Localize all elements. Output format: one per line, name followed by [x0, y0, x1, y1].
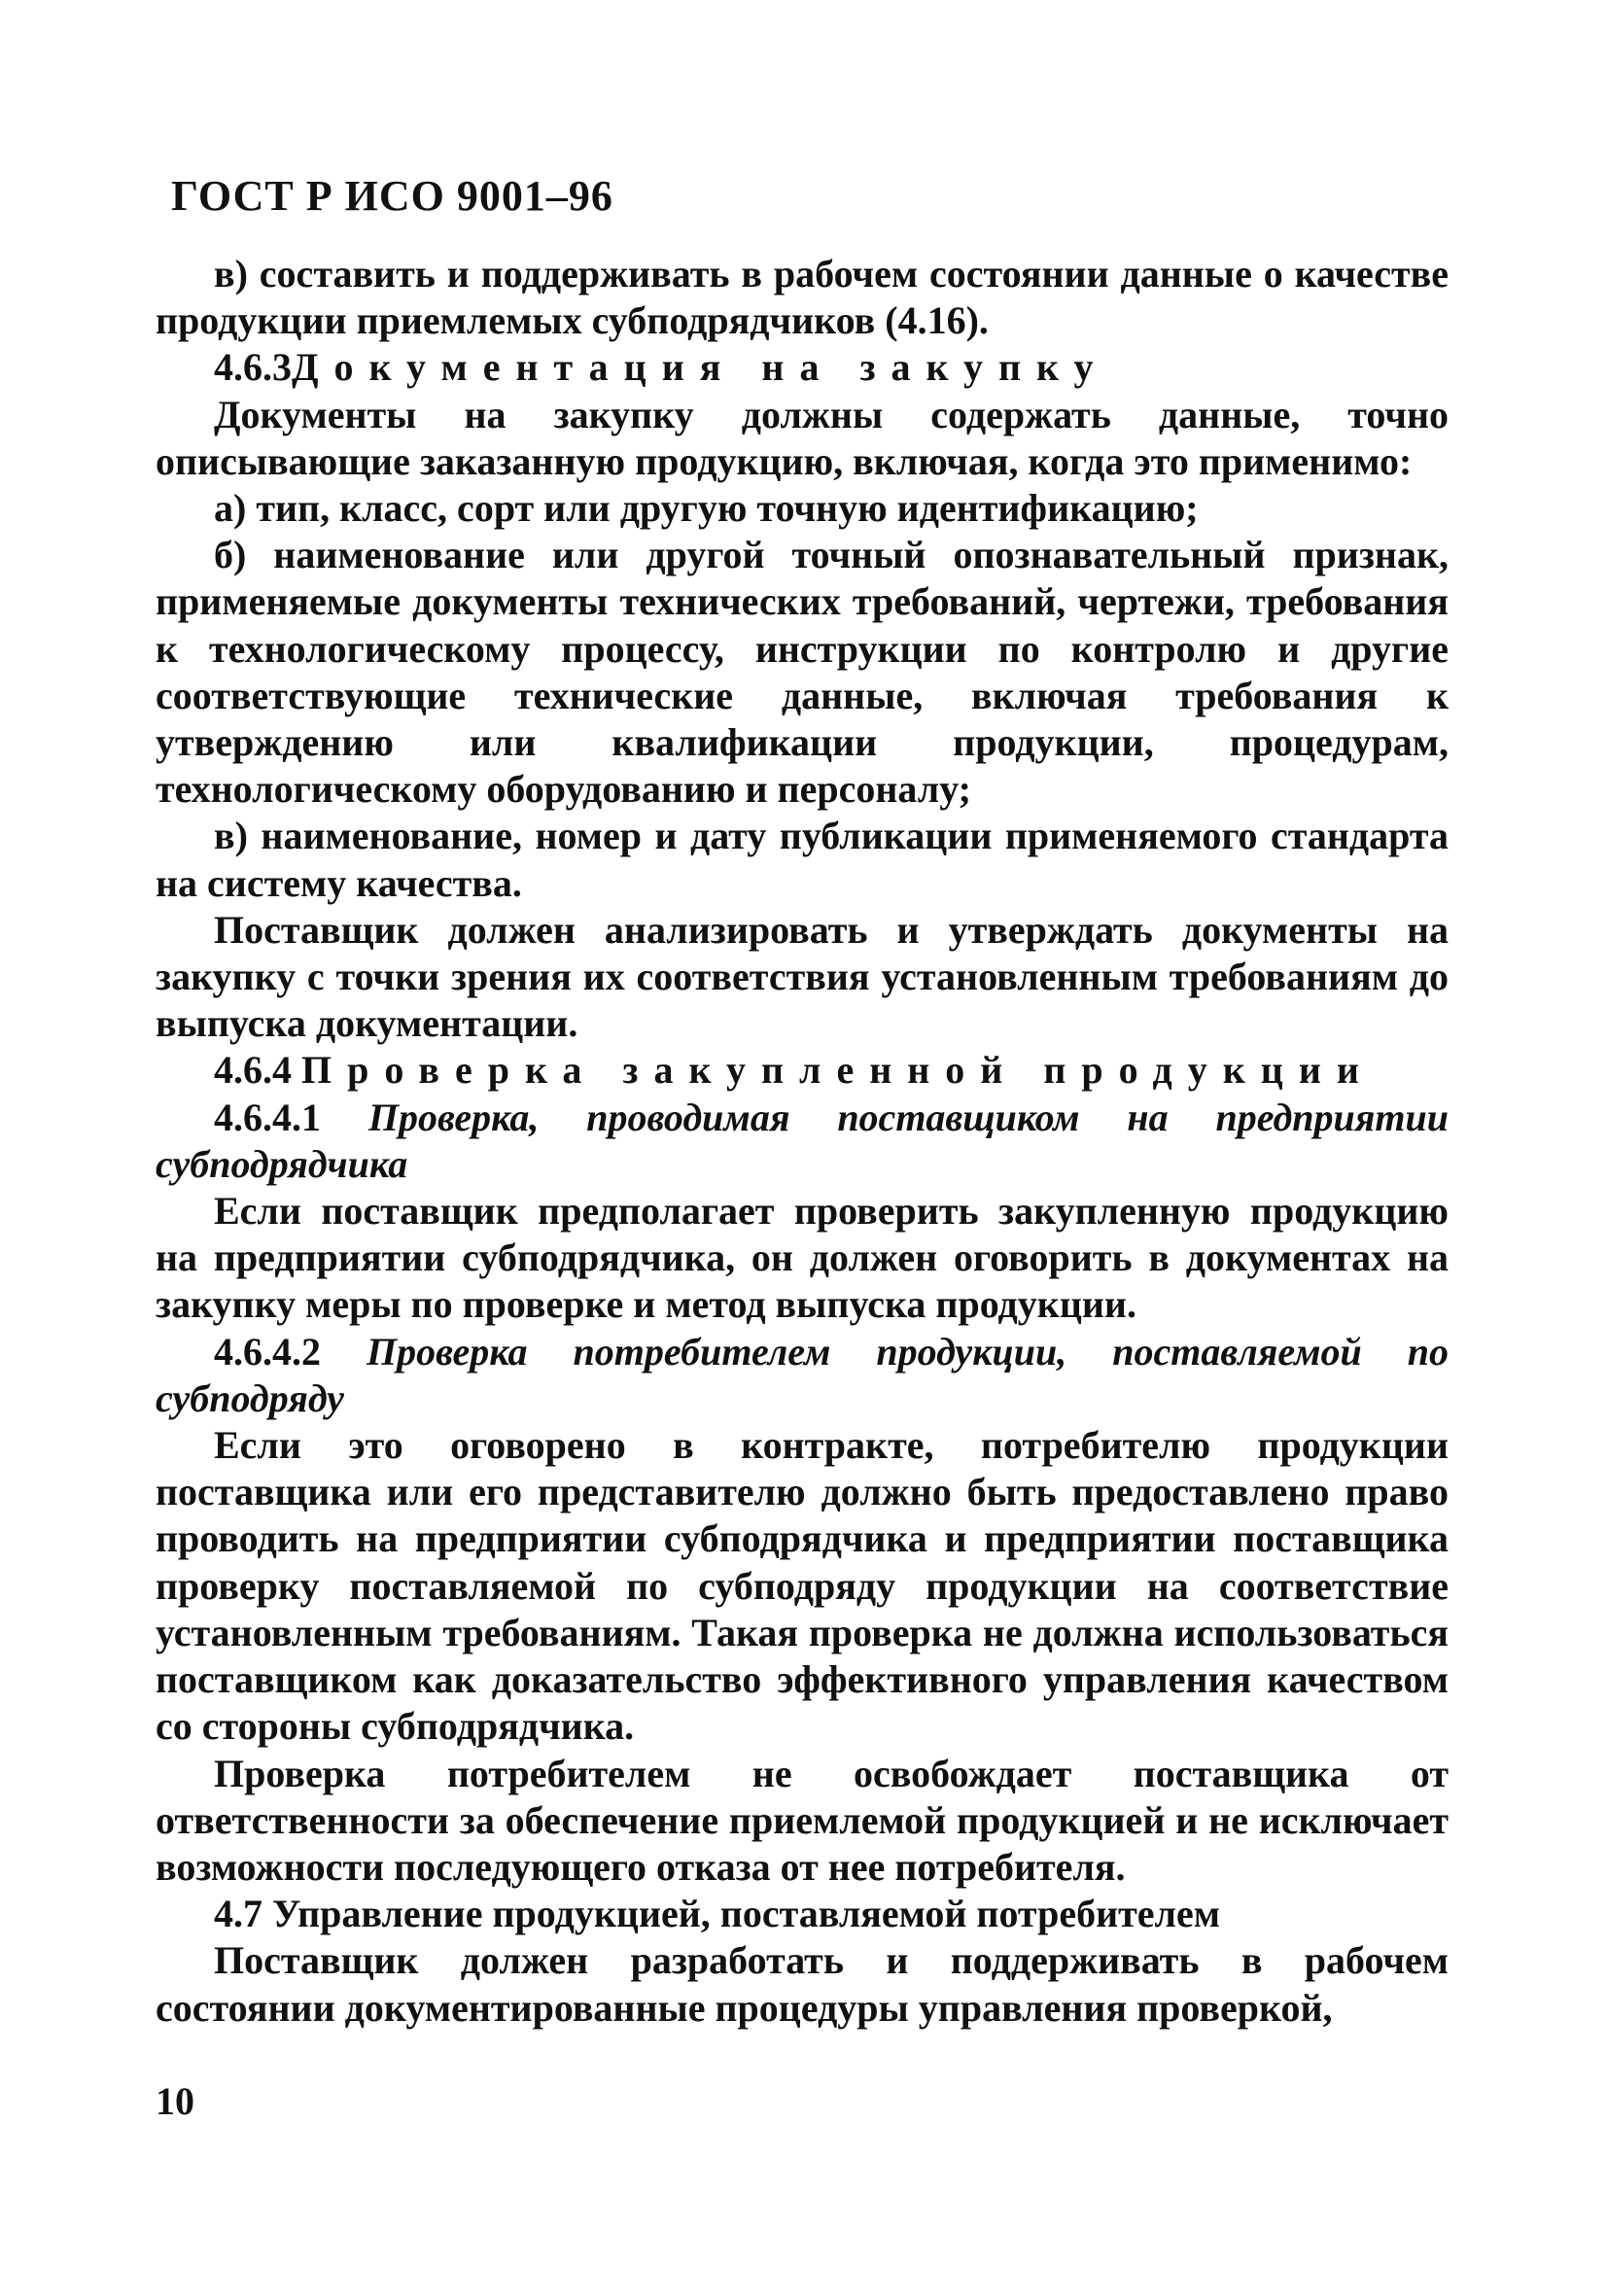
section-heading-4-6-4-1 [156, 1095, 1449, 1188]
section-title: Проверка потребителем продукции, поставляемой по субподряду [156, 1329, 1449, 1420]
section-number: 4.6.4.1 [214, 1095, 321, 1139]
paragraph-customer-product [156, 1937, 1449, 2031]
paragraph-customer-verification: Если это оговорено в контракте, потребителю продукции поставщика или его представителю должно быть предоставлено право проводить на предприятии субподрядчика и предприятии поставщика проверку поставляемой по субподряду продукции на соответствие установленным требованиям. Такая проверка не должна использоваться поставщиком как доказательство эффективного управления качеством со стороны субподрядчика. [156, 1423, 1449, 1749]
section-heading-4-6-4-2 [156, 1329, 1449, 1422]
document-body [156, 251, 1449, 2032]
page-number: 10 [156, 2079, 194, 2123]
paragraph-supplier-verification: Если поставщик предполагает проверить закупленную продукцию на предприятии субподрядчика, он должен оговорить в документах на закупку меры по проверке и метод выпуска продукции. [156, 1189, 1449, 1327]
paragraph-verification-responsibility: Проверка потребителем не освобождает поставщика от ответственности за обеспечение приемлемой продукцией и не исключает возможности последующего отказа от нее потребителя. [156, 1751, 1449, 1889]
paragraph-item-v2: в) наименование, номер и дату публикации применяемого стандарта на систему качества. [156, 814, 1449, 905]
section-heading-4-6-4 [156, 1047, 1449, 1094]
paragraph-item-v: в) составить и поддерживать в рабочем состоянии данные о качестве продукции приемлемых субподрядчиков (4.16). [156, 252, 1449, 343]
section-title: Документация на закупку [292, 345, 1109, 390]
section-heading-4-7: 4.7 Управление продукцией, поставляемой потребителем [214, 1892, 1220, 1936]
paragraph-line: состоянии документированные процедуры управления проверкой, [156, 1985, 1333, 2030]
paragraph-review: Поставщик должен анализировать и утверждать документы на закупку с точки зрения их соответствия установленным требованиям до выпуска документации. [156, 907, 1449, 1046]
section-number: 4.6.4 [214, 1048, 292, 1093]
paragraph-item-a: а) тип, класс, сорт или другую точную идентификацию; [214, 486, 1199, 531]
page-header: ГОСТ Р ИСО 9001–96 [171, 172, 613, 220]
paragraph-line: Поставщик должен разработать и поддерживать в рабочем [214, 1938, 1449, 1983]
paragraph-purchasing-docs: Документы на закупку должны содержать данные, точно описывающие заказанную продукцию, включая, когда это применимо: [156, 392, 1449, 483]
section-title: Проверка закупленной продукции [301, 1048, 1375, 1093]
section-number: 4.6.3 [214, 345, 292, 390]
section-heading-4-6-3 [156, 344, 1449, 391]
section-title: Проверка, проводимая поставщиком на предприятии субподрядчика [156, 1095, 1449, 1186]
section-number: 4.6.4.2 [214, 1329, 321, 1374]
paragraph-item-b: б) наименование или другой точный опознавательный признак, применяемые документы технических требований, чертежи, требования к технологическому процессу, инструкции по контролю и другие соответствующие технические данные, включая требования к утверждению или квалификации продукции, процедурам, технологическому оборудованию и персоналу; [156, 533, 1449, 812]
